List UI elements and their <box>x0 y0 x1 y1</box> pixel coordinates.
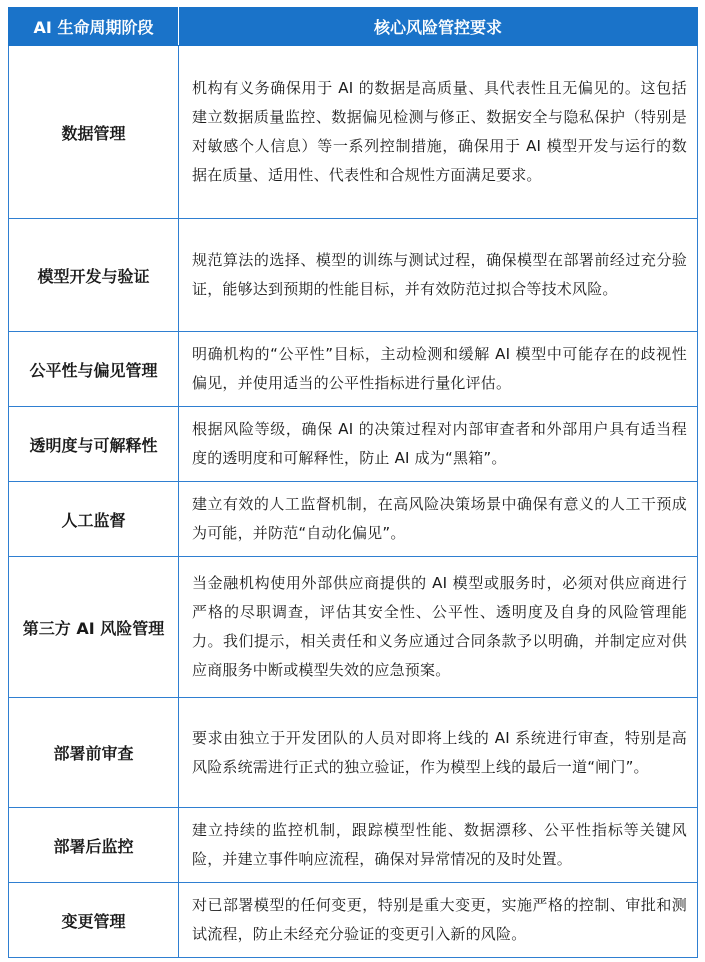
requirement-cell: 建立持续的监控机制，跟踪模型性能、数据漂移、公平性指标等关键风险，并建立事件响应流程，确保对异常情况的及时处置。 <box>179 808 698 883</box>
table-row <box>9 46 698 219</box>
table-row <box>9 482 698 557</box>
table-row <box>9 219 698 332</box>
risk-control-table-container <box>8 7 697 958</box>
header-requirement: 核心风险管控要求 <box>179 8 698 46</box>
risk-control-table <box>8 7 698 958</box>
stage-cell: 数据管理 <box>9 46 179 219</box>
stage-cell: 公平性与偏见管理 <box>9 332 179 407</box>
table-header-row <box>9 8 698 46</box>
table-row <box>9 332 698 407</box>
table-row <box>9 698 698 808</box>
stage-cell: 部署前审查 <box>9 698 179 808</box>
stage-cell: 变更管理 <box>9 883 179 958</box>
table-row <box>9 557 698 698</box>
requirement-cell: 建立有效的人工监督机制，在高风险决策场景中确保有意义的人工干预成为可能，并防范“自动化偏见”。 <box>179 482 698 557</box>
table-row <box>9 883 698 958</box>
requirement-cell: 当金融机构使用外部供应商提供的 AI 模型或服务时，必须对供应商进行严格的尽职调查，评估其安全性、公平性、透明度及自身的风险管理能力。我们提示，相关责任和义务应通过合同条款予以明确，并制定应对供应商服务中断或模型失效的应急预案。 <box>179 557 698 698</box>
requirement-cell: 根据风险等级，确保 AI 的决策过程对内部审查者和外部用户具有适当程度的透明度和可解释性，防止 AI 成为“黑箱”。 <box>179 407 698 482</box>
requirement-cell: 规范算法的选择、模型的训练与测试过程，确保模型在部署前经过充分验证，能够达到预期的性能目标，并有效防范过拟合等技术风险。 <box>179 219 698 332</box>
stage-cell: 模型开发与验证 <box>9 219 179 332</box>
stage-cell: 人工监督 <box>9 482 179 557</box>
requirement-cell: 机构有义务确保用于 AI 的数据是高质量、具代表性且无偏见的。这包括建立数据质量监控、数据偏见检测与修正、数据安全与隐私保护（特别是对敏感个人信息）等一系列控制措施，确保用于 AI 模型开发与运行的数据在质量、适用性、代表性和合规性方面满足要求。 <box>179 46 698 219</box>
requirement-cell: 要求由独立于开发团队的人员对即将上线的 AI 系统进行审查，特别是高风险系统需进行正式的独立验证，作为模型上线的最后一道“闸门”。 <box>179 698 698 808</box>
requirement-cell: 对已部署模型的任何变更，特别是重大变更，实施严格的控制、审批和测试流程，防止未经充分验证的变更引入新的风险。 <box>179 883 698 958</box>
header-stage: AI 生命周期阶段 <box>9 8 179 46</box>
table-row <box>9 808 698 883</box>
stage-cell: 透明度与可解释性 <box>9 407 179 482</box>
table-row <box>9 407 698 482</box>
requirement-cell: 明确机构的“公平性”目标，主动检测和缓解 AI 模型中可能存在的歧视性偏见，并使用适当的公平性指标进行量化评估。 <box>179 332 698 407</box>
stage-cell: 部署后监控 <box>9 808 179 883</box>
stage-cell: 第三方 AI 风险管理 <box>9 557 179 698</box>
